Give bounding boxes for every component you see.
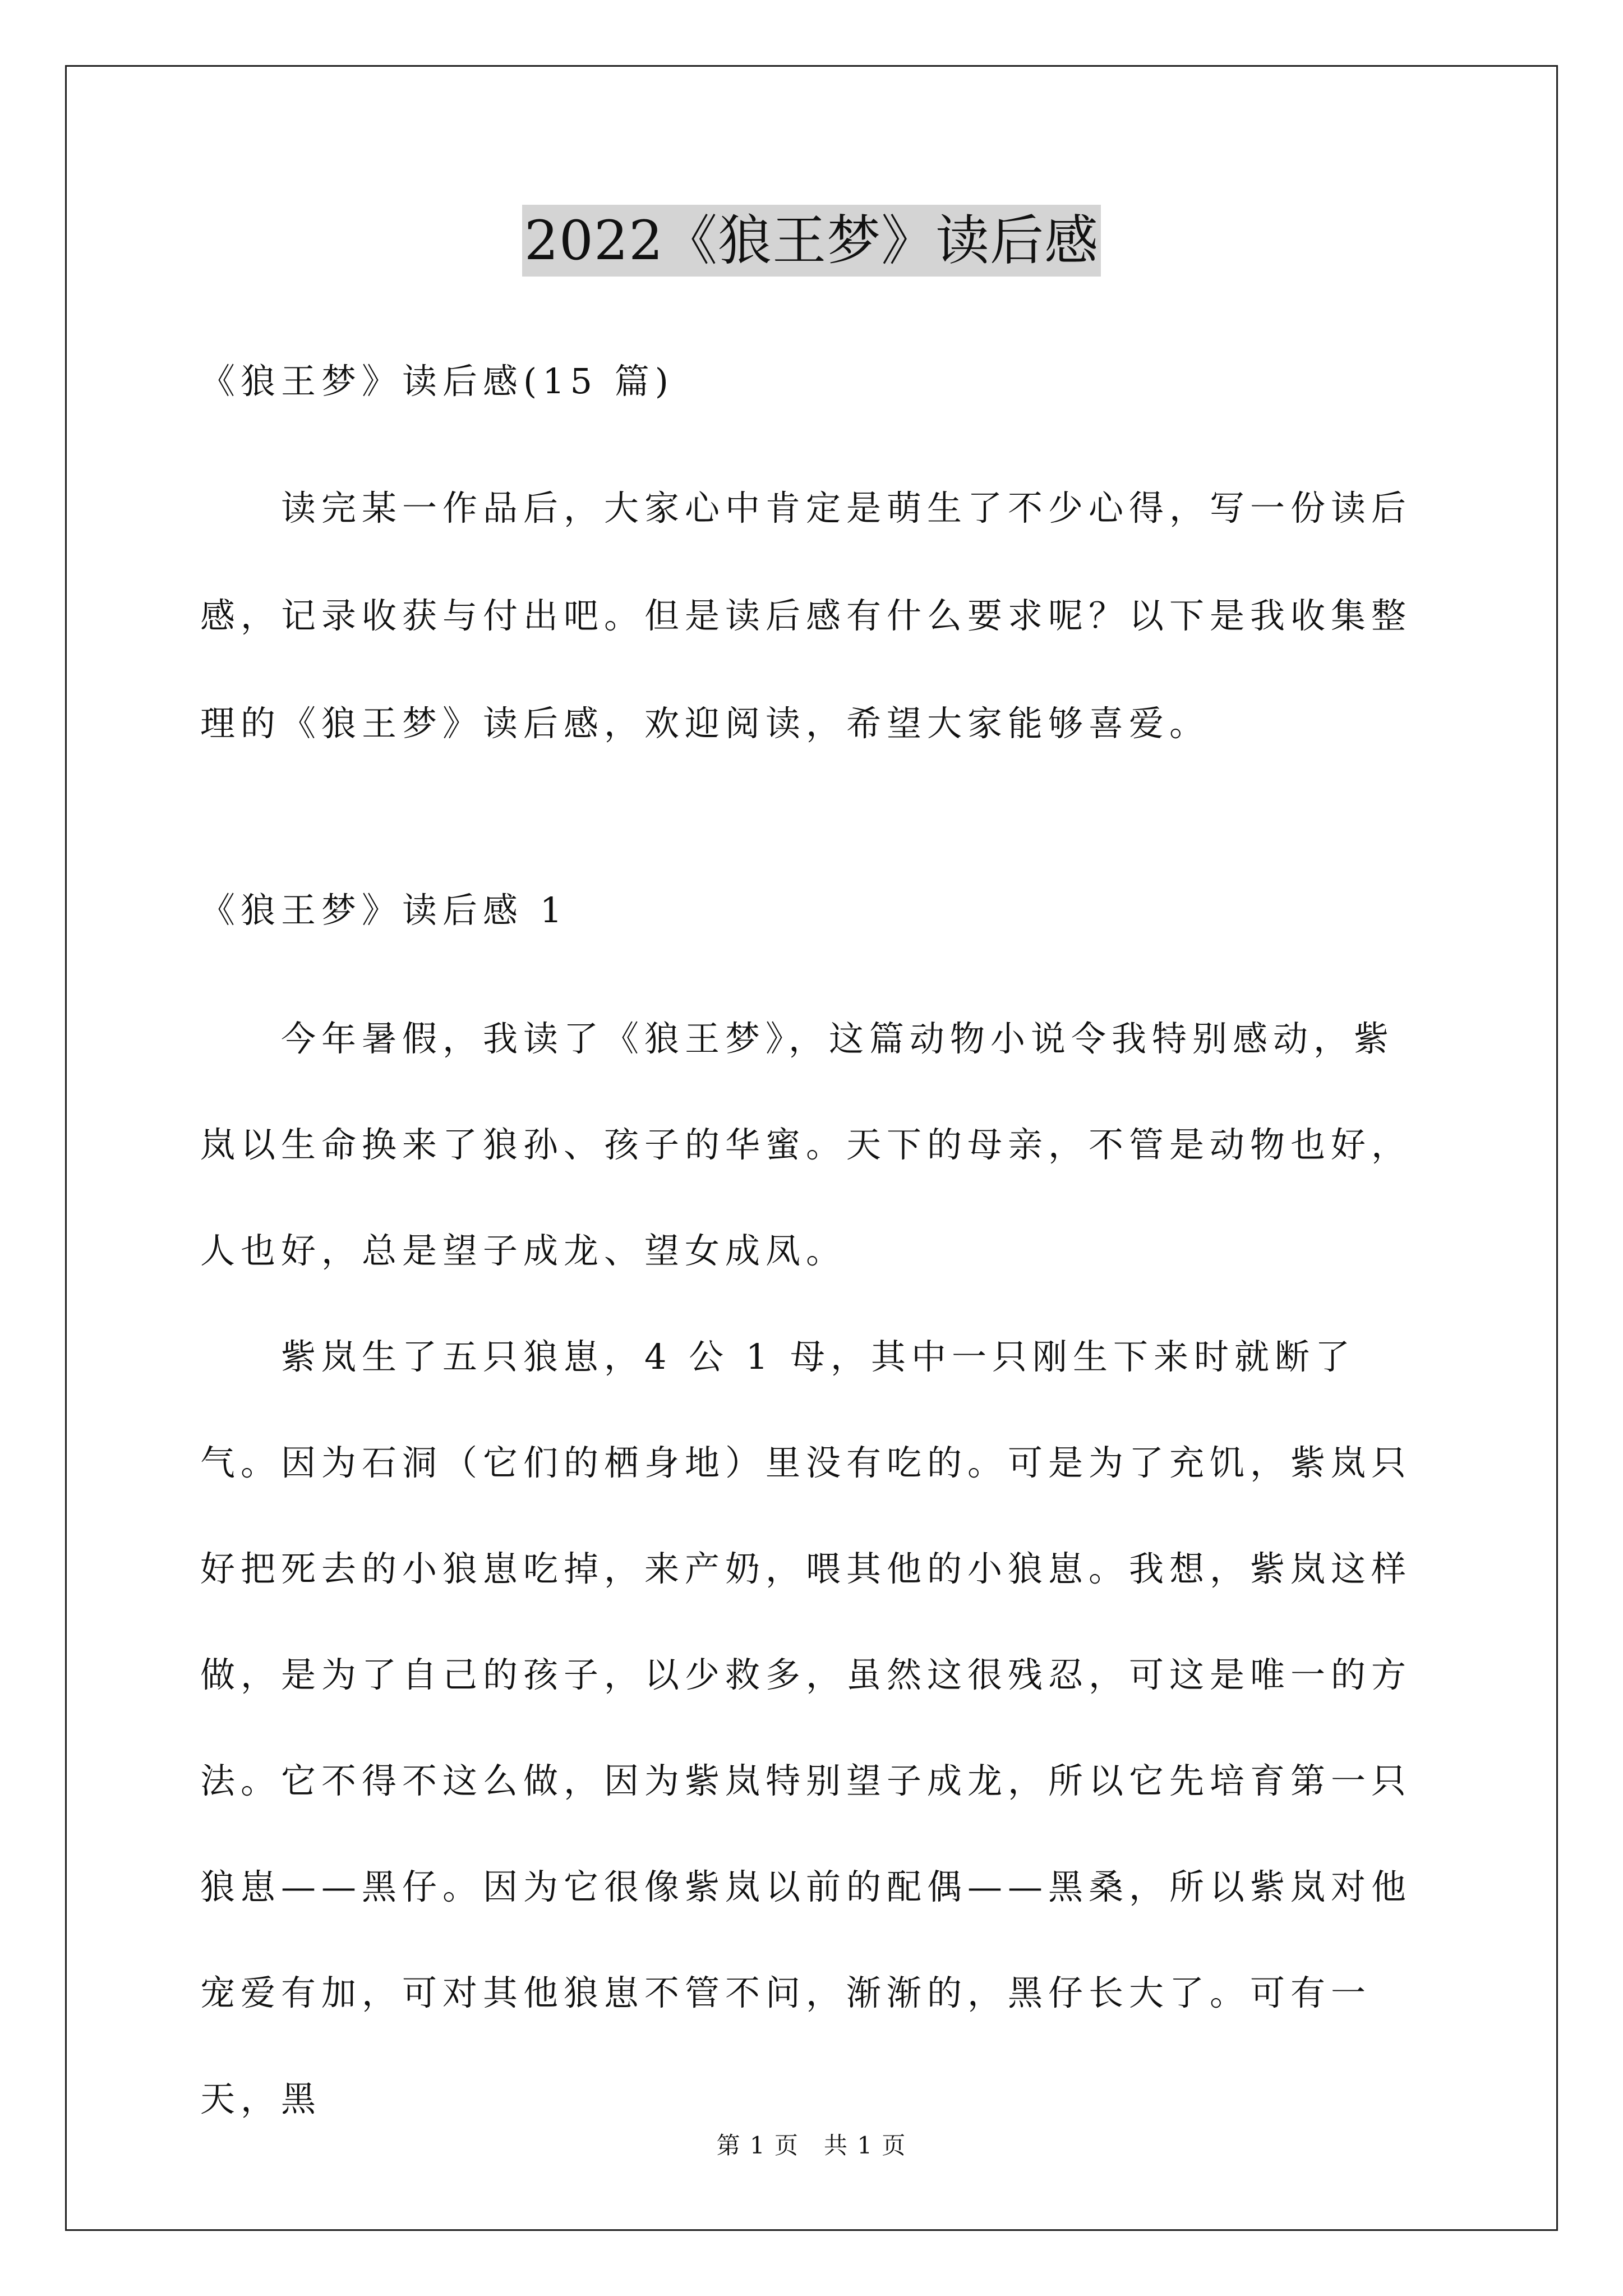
- page-footer: 第 1 页 共 1 页: [716, 2132, 907, 2159]
- document-subtitle: 《狼王梦》读后感(15 篇): [200, 361, 674, 402]
- document-title: 2022《狼王梦》读后感: [522, 205, 1101, 277]
- intro-paragraph: 读完某一作品后，大家心中肯定是萌生了不少心得，写一份读后感，记录收获与付出吧。但是读后感有什么要求呢？以下是我收集整理的《狼王梦》读后感，欢迎阅读，希望大家能够喜爱。: [200, 487, 1412, 744]
- section-heading: 《狼王梦》读后感 1: [200, 890, 568, 931]
- section-body: [200, 986, 1434, 2152]
- body-paragraph: 紫岚生了五只狼崽，4 公 1 母，其中一只刚生下来时就断了气。因为石洞（它们的栖身地）里没有吃的。可是为了充饥，紫岚只好把死去的小狼崽吃掉，来产奶，喂其他的小狼崽。我想，紫岚这样做，是为了自己的孩子，以少救多，虽然这很残忍，可这是唯一的方法。它不得不这么做，因为紫岚特别望子成龙，所以它先培育第一只狼崽——黑仔。因为它很像紫岚以前的配偶——黑桑，所以紫岚对他宠爱有加，可对其他狼崽不管不问，渐渐的，黑仔长大了。可有一天，黑: [200, 1336, 1412, 2119]
- body-paragraph: 今年暑假，我读了《狼王梦》，这篇动物小说令我特别感动，紫岚以生命换来了狼孙、孩子的华蜜。天下的母亲，不管是动物也好，人也好，总是望子成龙、望女成凤。: [200, 1018, 1412, 1271]
- title-container: [0, 205, 1623, 277]
